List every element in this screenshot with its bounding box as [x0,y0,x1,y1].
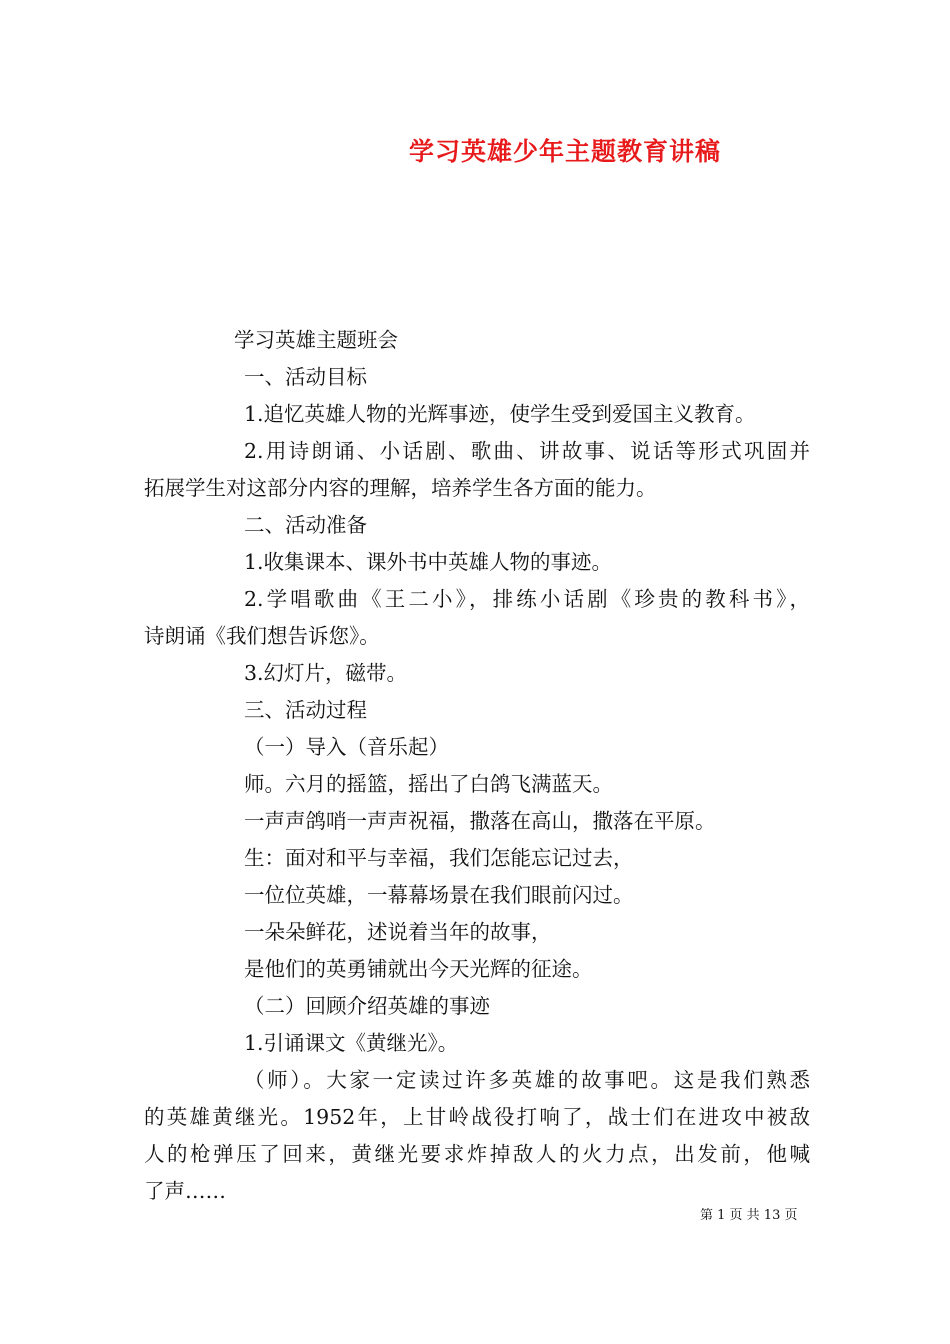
paragraph-line: 拓展学生对这部分内容的理解，培养学生各方面的能力。 [144,476,657,500]
paragraph-line: （一）导入（音乐起） [244,735,449,759]
paragraph-line: 诗朗诵《我们想告诉您》。 [144,624,380,648]
paragraph-line: 生：面对和平与幸福，我们怎能忘记过去， [244,846,634,870]
paragraph-line: 一位位英雄，一幕幕场景在我们眼前闪过。 [244,883,634,907]
page-number-footer: 第 1 页 共 13 页 [700,1208,798,1223]
paragraph-line: 一声声鸽哨一声声祝福，撒落在高山，撒落在平原。 [244,809,716,833]
paragraph-line: 3.幻灯片，磁带。 [244,661,408,685]
paragraph-line: （二）回顾介绍英雄的事迹 [244,994,490,1018]
paragraph-line: 三、活动过程 [244,698,367,722]
paragraph-line: 2.用诗朗诵、小话剧、歌曲、讲故事、说话等形式巩固并 [244,439,810,463]
paragraph-line: 师。六月的摇篮，摇出了白鸽飞满蓝天。 [244,772,613,796]
paragraph-line: 人的枪弹压了回来，黄继光要求炸掉敌人的火力点，出发前，他喊 [144,1142,810,1166]
document-body [144,322,810,1210]
paragraph-line: 一、活动目标 [244,365,367,389]
paragraph-line: （师）。大家一定读过许多英雄的故事吧。这是我们熟悉 [244,1068,810,1092]
paragraph-line: 1.引诵课文《黄继光》。 [244,1031,459,1055]
paragraph-line: 2.学唱歌曲《王二小》，排练小话剧《珍贵的教科书》， [244,587,810,611]
paragraph-line: 的英雄黄继光。1952年，上甘岭战役打响了，战士们在进攻中被敌 [144,1105,810,1129]
paragraph-line: 了声…… [144,1179,226,1203]
paragraph-line: 1.追忆英雄人物的光辉事迹，使学生受到爱国主义教育。 [244,402,756,426]
paragraph-line: 学习英雄主题班会 [234,328,398,352]
paragraph-line: 一朵朵鲜花，述说着当年的故事， [244,920,552,944]
document-title: 学习英雄少年主题教育讲稿 [408,137,721,166]
paragraph-line: 二、活动准备 [244,513,367,537]
paragraph-line: 是他们的英勇铺就出今天光辉的征途。 [244,957,593,981]
paragraph-line: 1.收集课本、课外书中英雄人物的事迹。 [244,550,613,574]
